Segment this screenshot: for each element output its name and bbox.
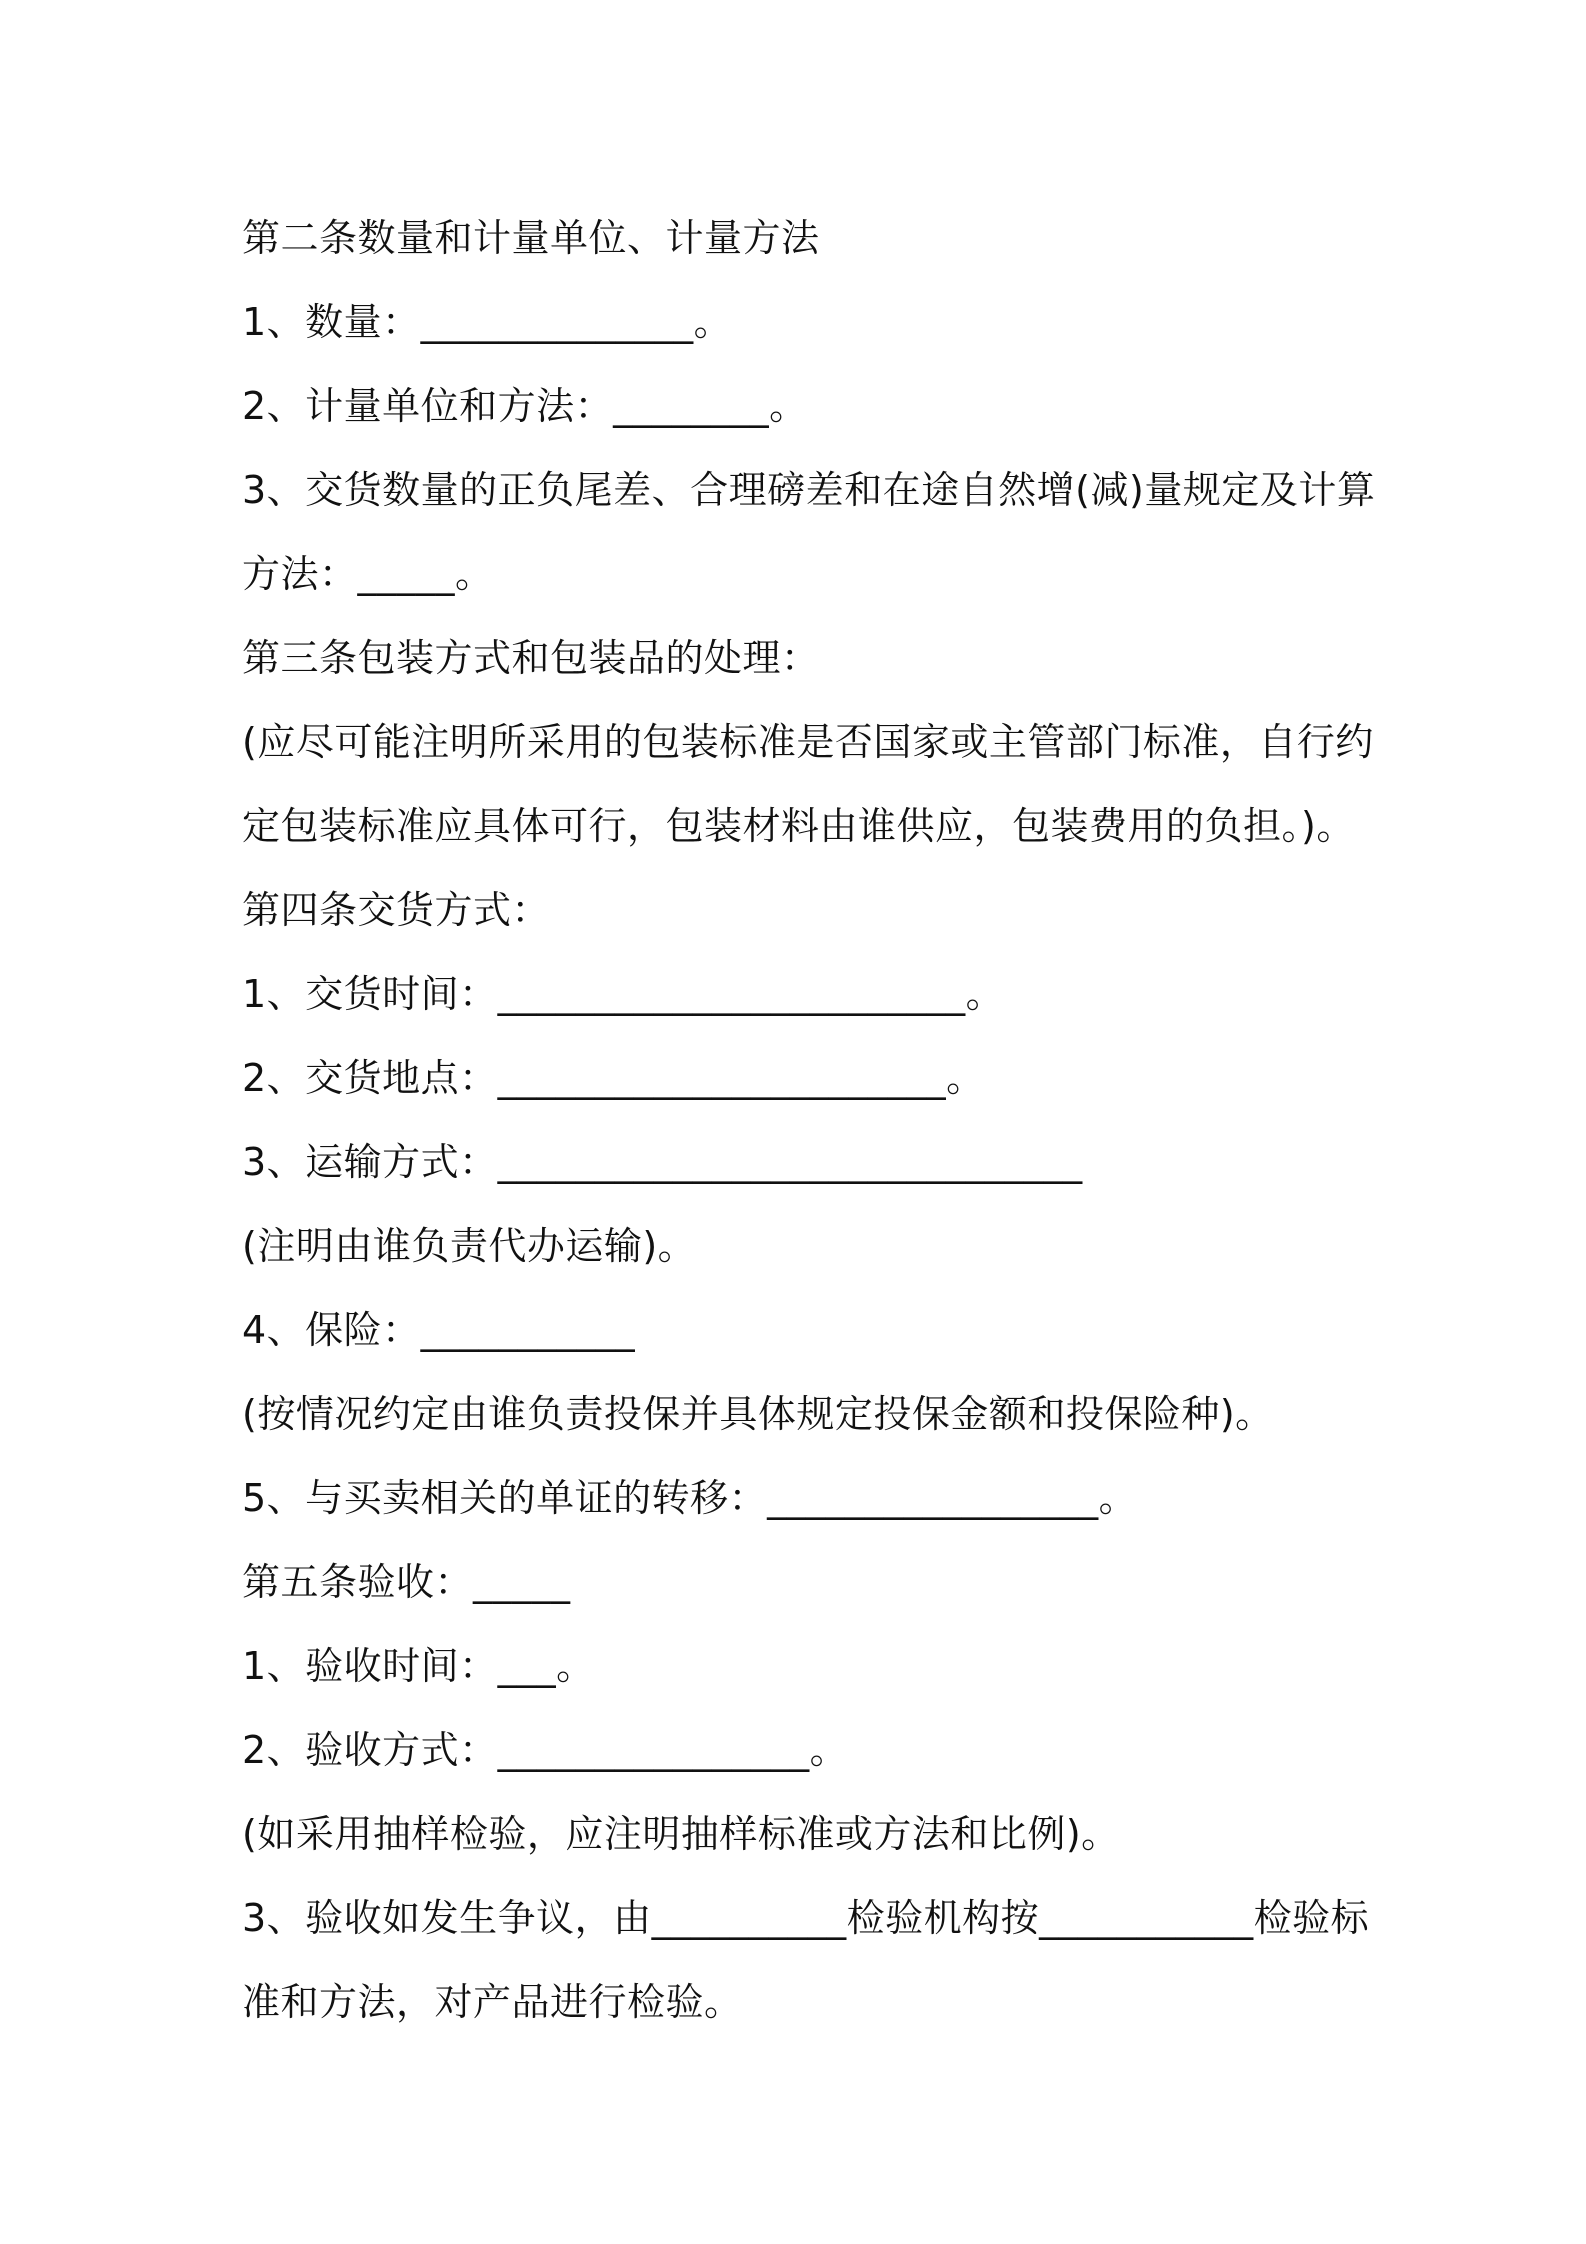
transport-note-line: (注明由谁负责代办运输)。	[242, 1224, 697, 1268]
tolerance-line: 3、交货数量的正负尾差、合理磅差和在途自然增(减)量规定及计算	[242, 468, 1376, 512]
sampling-note-line: (如采用抽样检验，应注明抽样标准或方法和比例)。	[242, 1812, 1120, 1856]
packaging-note-line-2: 定包装标准应具体可行，包装材料由谁供应，包装费用的负担。)。	[242, 804, 1355, 848]
article-4-heading: 第四条交货方式：	[242, 888, 551, 932]
dispute-line-1: 3、验收如发生争议，由__________检验机构按___________检验标	[242, 1896, 1370, 1940]
documents-transfer-line: 5、与买卖相关的单证的转移：_________________。	[242, 1476, 1138, 1520]
tolerance-method-line: 方法：_____。	[242, 552, 494, 596]
acceptance-time-line: 1、验收时间：___。	[242, 1644, 595, 1688]
delivery-place-line: 2、交货地点：_______________________。	[242, 1056, 985, 1100]
document-body	[242, 196, 1376, 2044]
unit-method-line: 2、计量单位和方法：________。	[242, 384, 808, 428]
acceptance-method-line: 2、验收方式：________________。	[242, 1728, 849, 1772]
insurance-line: 4、保险：___________	[242, 1308, 636, 1352]
dispute-line-2: 准和方法，对产品进行检验。	[242, 1980, 743, 2024]
quantity-line: 1、数量：______________。	[242, 300, 733, 344]
delivery-time-line: 1、交货时间：________________________。	[242, 972, 1005, 1016]
transport-method-line: 3、运输方式：______________________________	[242, 1140, 1083, 1184]
packaging-note-line-1: (应尽可能注明所采用的包装标准是否国家或主管部门标准，自行约	[242, 720, 1374, 764]
article-2-heading: 第二条数量和计量单位、计量方法	[242, 216, 820, 260]
article-3-heading: 第三条包装方式和包装品的处理：	[242, 636, 820, 680]
insurance-note-line: (按情况约定由谁负责投保并具体规定投保金额和投保险种)。	[242, 1392, 1274, 1436]
article-5-heading: 第五条验收：_____	[242, 1560, 571, 1604]
